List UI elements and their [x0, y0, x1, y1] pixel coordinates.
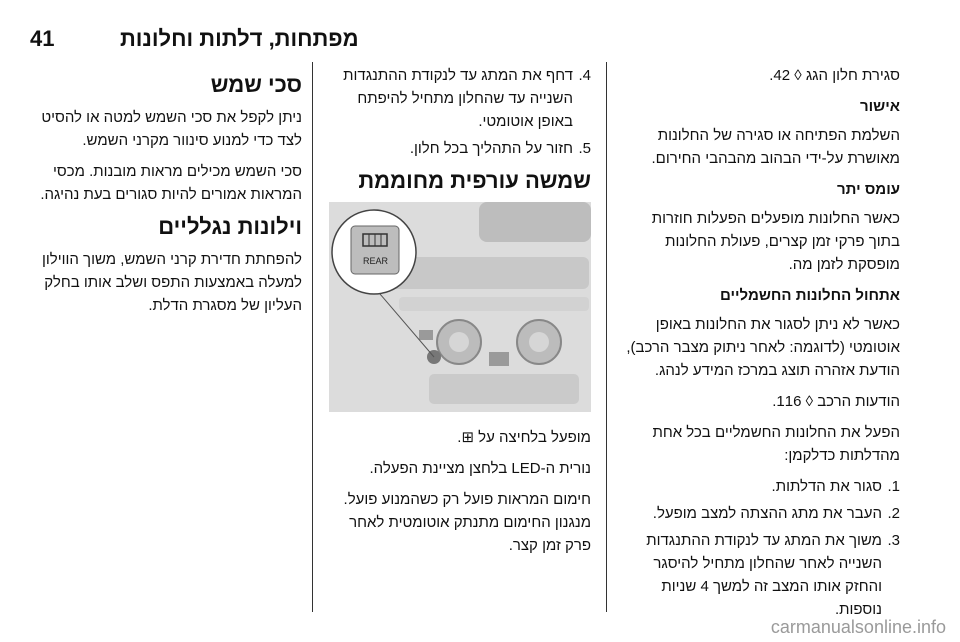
step-number: 1.	[887, 478, 900, 495]
step-text: סגור את הדלתות.	[771, 478, 882, 495]
overload-heading: עומס יתר	[837, 181, 900, 198]
step-number: 5.	[578, 140, 591, 157]
step-number: 4.	[578, 67, 591, 84]
init-heading: אתחול החלונות החשמליים	[719, 287, 900, 304]
approval-text: השלמת הפתיחה או סגירה של החלונות מאושרת על-ידי הבהוב מהבהבי החירום.	[651, 127, 900, 167]
heated-rear-window-heading: שמשה עורפית מחוממת	[358, 168, 591, 193]
page-header	[30, 26, 930, 54]
activation-text: מופעל בלחיצה על ⊞.	[457, 429, 591, 446]
left-column	[20, 64, 302, 325]
list-item	[622, 502, 900, 525]
sun-visors-text: ניתן לקפל את סכי השמש למטה או להסיט לצד כדי למנוע סינוור מקרני השמש.	[41, 109, 302, 149]
list-item	[622, 529, 900, 621]
right-column	[622, 64, 900, 629]
init-instructions: הפעל את החלונות החשמליים בכל אחת מהדלתות כדלקמן:	[652, 424, 900, 464]
column-divider	[312, 62, 313, 612]
step-text: העבר את מתג ההצתה למצב מופעל.	[652, 505, 882, 522]
roller-blinds-text: להפחתת חדירת קרני השמש, משוך הווילון למעלה באמצעות התפס ושלב אותו בחלק העליון של מסגרת הדלת.	[41, 251, 302, 314]
overload-text: כאשר החלונות מופעלים הפעלות חוזרות בתוך פרקי זמן קצרים, פעולת החלונות מופסקת לזמן מה.	[651, 210, 900, 273]
step-number: 3.	[887, 532, 900, 549]
sun-visors-heading: סכי שמש	[210, 72, 302, 97]
init-steps-list	[622, 475, 900, 621]
list-item	[622, 475, 900, 498]
vanity-mirror-text: סכי השמש מכילים מראות מובנות. מכסי המראות אמורים להיות סגורים בעת נהיגה.	[40, 163, 302, 203]
step-number: 2.	[887, 505, 900, 522]
page-number: 41	[30, 26, 55, 51]
column-divider	[606, 62, 607, 612]
step-text: דחף את המתג עד לנקודת ההתנגדות השנייה עד שהחלון מתחיל להיפתח באופן אוטומטי.	[343, 67, 573, 130]
approval-heading: אישור	[859, 98, 900, 115]
watermark: carmanualsonline.info	[770, 617, 946, 637]
dashboard-illustration	[329, 202, 591, 412]
led-text: נורית ה-LED בלחצן מציינת הפעלה.	[369, 460, 591, 477]
list-item	[323, 64, 591, 133]
roller-blinds-heading: וילונות נגלליים	[158, 214, 302, 239]
center-console-drawing	[329, 202, 591, 412]
middle-column	[323, 64, 591, 565]
continued-steps-list	[323, 64, 591, 160]
init-ref-text: הודעות הרכב ◊ 116.	[772, 393, 900, 410]
page-title: מפתחות, דלתות וחלונות	[120, 26, 359, 51]
init-text: כאשר לא ניתן לסגור את החלונות באופן אוטומטי (לדוגמה: לאחר ניתוק מצבר הרכב), הודעת אזהרה תוצג במרכז המידע לנהג.	[626, 316, 900, 379]
step-text: חזור על התהליך בכל חלון.	[409, 140, 573, 157]
list-item	[323, 137, 591, 160]
step-text: משוך את המתג עד לנקודת ההתנגדות השנייה לאחר שהחלון מתחיל להיסגר והחזק אותו המצב זה למשך 4 שניות נוספות.	[646, 532, 882, 618]
rear-button-label: REAR	[363, 256, 389, 266]
heating-info-text: חימום המראות פועל רק כשהמנוע פועל. מנגנון החימום מתנתק אוטומטית לאחר פרק זמן קצר.	[343, 491, 591, 554]
intro-text: סגירת חלון הגג ◊ 42.	[769, 67, 900, 84]
